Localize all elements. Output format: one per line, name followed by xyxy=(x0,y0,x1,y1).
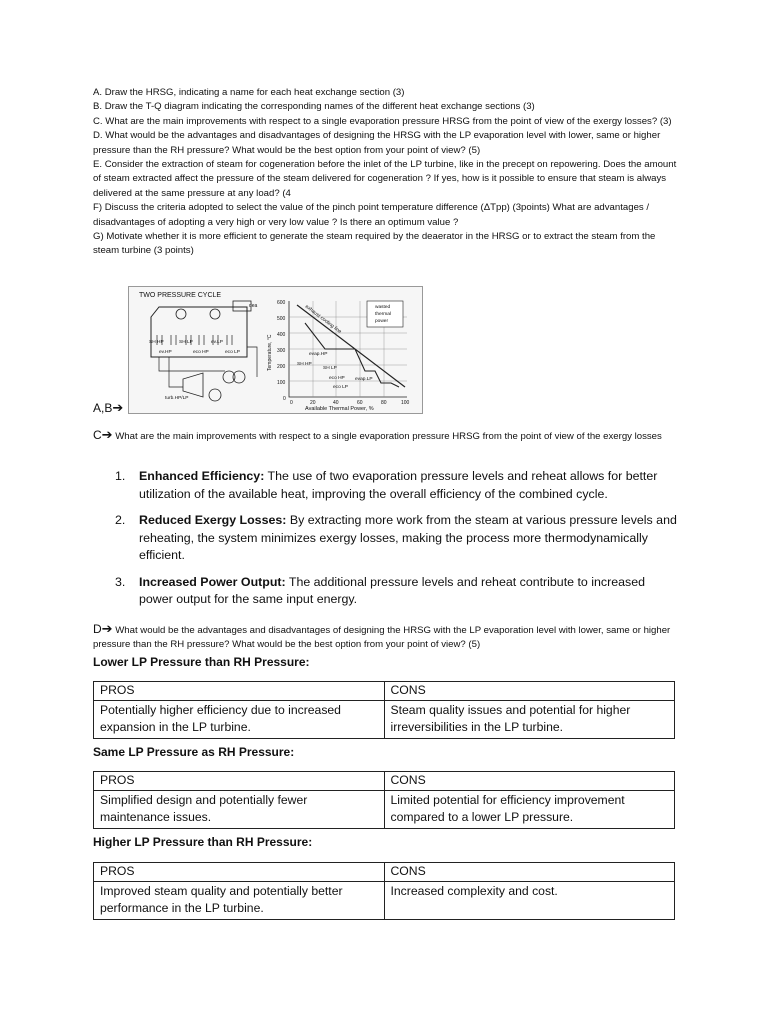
ab-label xyxy=(93,400,123,416)
x-tick: 100 xyxy=(401,400,410,406)
question-a: A. Draw the HRSG, indicating a name for each heat exchange section (3) xyxy=(93,87,405,98)
lp-drum xyxy=(210,309,220,319)
list-number: 2. xyxy=(115,513,126,527)
pros-cons-table-higher xyxy=(93,862,675,920)
label-eco-hp: eco HP xyxy=(193,350,209,355)
arrow-icon: ➔ xyxy=(101,427,113,442)
list-item xyxy=(115,512,680,565)
list-number: 3. xyxy=(115,574,126,589)
cons-header: CONS xyxy=(384,682,675,701)
label-ev-hp: ev.HP xyxy=(159,350,172,355)
question-e: E. Consider the extraction of steam for cogeneration before the inlet of the LP turbine, like in the precept on repowering. Does the amount of steam extracted affect the pressure of the steam delivered for cogeneration ? If yes, how is it possible to ensure that steam is always delivered at the same pressure at any load? (4 xyxy=(93,159,677,199)
pros-header: PROS xyxy=(94,772,385,791)
answer-text: By extracting more work from the steam at various pressure levels and reheating, the system minimizes exergy losses, making the process more thermodynamically efficient. xyxy=(139,513,677,562)
cons-cell: Steam quality issues and potential for higher irreversibilities in the LP turbine. xyxy=(384,700,675,738)
table-row xyxy=(94,790,675,828)
label-sh-lp: SH LP xyxy=(179,340,193,345)
arrow-icon: ➔ xyxy=(112,400,124,415)
section-heading-lower: Lower LP Pressure than RH Pressure: xyxy=(93,655,310,669)
pros-header: PROS xyxy=(94,682,385,701)
d-question xyxy=(93,622,683,653)
y-axis-label: Temperature, °C xyxy=(267,334,273,371)
label-exhaust-line: exhaust cooling line xyxy=(303,303,343,336)
answer-text: The use of two evaporation pressure levels and reheat allows for better utilization of the available heat, improving the overall efficiency of the combined cycle. xyxy=(139,469,658,501)
list-item xyxy=(115,468,680,503)
section-heading-same: Same LP Pressure as RH Pressure: xyxy=(93,745,295,759)
answers-list xyxy=(115,468,680,618)
c-question xyxy=(93,428,683,444)
y-tick: 200 xyxy=(277,364,286,370)
pros-cell: Improved steam quality and potentially better performance in the LP turbine. xyxy=(94,881,385,919)
label-sh-hp: SH HP xyxy=(149,340,164,345)
cons-header: CONS xyxy=(384,863,675,882)
label-ev-lp: ev.LP xyxy=(211,340,223,345)
x-tick: 20 xyxy=(310,400,316,406)
tq-diagram xyxy=(267,300,410,412)
x-tick: 80 xyxy=(381,400,387,406)
question-g: G) Motivate whether it is more efficient to generate the steam required by the deaerator in the HRSG or to extract the steam from the steam turbine (3 points) xyxy=(93,231,656,257)
c-question-text: What are the main improvements with respect to a single evaporation pressure HRSG from the point of view of the exergy losses xyxy=(115,431,662,442)
pros-header: PROS xyxy=(94,863,385,882)
turbine-generator-symbol xyxy=(209,389,221,401)
cons-header: CONS xyxy=(384,772,675,791)
turbine-symbol xyxy=(183,373,203,397)
y-tick: 600 xyxy=(277,300,286,306)
answer-title: Reduced Exergy Losses: xyxy=(139,513,287,527)
cons-cell: Increased complexity and cost. xyxy=(384,881,675,919)
answer-title: Enhanced Efficiency: xyxy=(139,469,265,483)
label-eco-hp-tq: eco HP xyxy=(329,376,345,381)
section-heading-higher: Higher LP Pressure than RH Pressure: xyxy=(93,835,313,849)
y-tick: 300 xyxy=(277,348,286,354)
pros-cell: Potentially higher efficiency due to increased expansion in the LP turbine. xyxy=(94,700,385,738)
pros-cons-table-same xyxy=(93,771,675,829)
y-tick: 400 xyxy=(277,332,286,338)
table-row xyxy=(94,682,675,701)
answer-title: Increased Power Output: xyxy=(139,574,286,589)
label-dea: dea xyxy=(249,303,258,309)
c-letter: C xyxy=(93,428,102,442)
y-tick: 500 xyxy=(277,316,286,322)
d-question-text: What would be the advantages and disadvantages of designing the HRSG with the LP evaporation level with lower, same or higher pressure than the RH pressure? What would be the best option from your point of view? (5) xyxy=(93,625,671,651)
table-row xyxy=(94,881,675,919)
label-evap-lp: evap.LP xyxy=(355,377,373,382)
hp-drum xyxy=(176,309,186,319)
list-item xyxy=(115,574,680,609)
label-power: power xyxy=(375,319,389,324)
questions-list xyxy=(93,86,683,259)
x-tick: 60 xyxy=(357,400,363,406)
label-eco-lp-tq: eco LP xyxy=(333,385,348,390)
question-b: B. Draw the T-Q diagram indicating the corresponding names of the different heat exchange sections (3) xyxy=(93,101,535,113)
y-tick: 100 xyxy=(277,380,286,386)
y-tick: 0 xyxy=(283,396,286,402)
pros-cons-table-lower xyxy=(93,681,675,739)
question-d: D. What would be the advantages and disadvantages of designing the HRSG with the LP evaporation level with lower, same or higher pressure than the RH pressure? What would be the best option from your point of view? (5) xyxy=(93,130,661,156)
label-thermal: thermal xyxy=(375,312,391,317)
cons-cell: Limited potential for efficiency improvement compared to a lower LP pressure. xyxy=(384,790,675,828)
label-eco-lp: eco LP xyxy=(225,350,240,355)
table-row xyxy=(94,863,675,882)
arrow-icon: ➔ xyxy=(101,621,113,636)
figure-title: TWO PRESSURE CYCLE xyxy=(139,292,222,299)
x-tick: 40 xyxy=(333,400,339,406)
label-wasted: wasted xyxy=(375,305,391,310)
table-row xyxy=(94,700,675,738)
answer-text: The additional pressure levels and reheat contribute to increased power output for the same input energy. xyxy=(139,574,645,606)
label-turb: turb.HP/LP xyxy=(165,396,189,401)
two-pressure-cycle-figure xyxy=(128,286,423,414)
list-number: 1. xyxy=(115,469,126,483)
x-axis-label: Available Thermal Power, % xyxy=(305,406,374,412)
table-row xyxy=(94,772,675,791)
d-letter: D xyxy=(93,622,102,636)
x-tick: 0 xyxy=(290,400,293,406)
label-sh-hp-tq: SH HP xyxy=(297,362,312,367)
pros-cell: Simplified design and potentially fewer maintenance issues. xyxy=(94,790,385,828)
ab-label-text: A,B xyxy=(93,401,113,415)
label-evap-hp: evap.HP xyxy=(309,352,328,357)
question-c: C. What are the main improvements with respect to a single evaporation pressure HRSG from the point of view of the exergy losses? (3) xyxy=(93,115,672,127)
label-sh-lp-tq: SH LP xyxy=(323,366,337,371)
question-f: F) Discuss the criteria adopted to select the value of the pinch point temperature difference (ΔTpp) (3points) What are advantages / disadvantages of adopting a very high or very low value ? Is there an optimum value ? xyxy=(93,202,650,228)
